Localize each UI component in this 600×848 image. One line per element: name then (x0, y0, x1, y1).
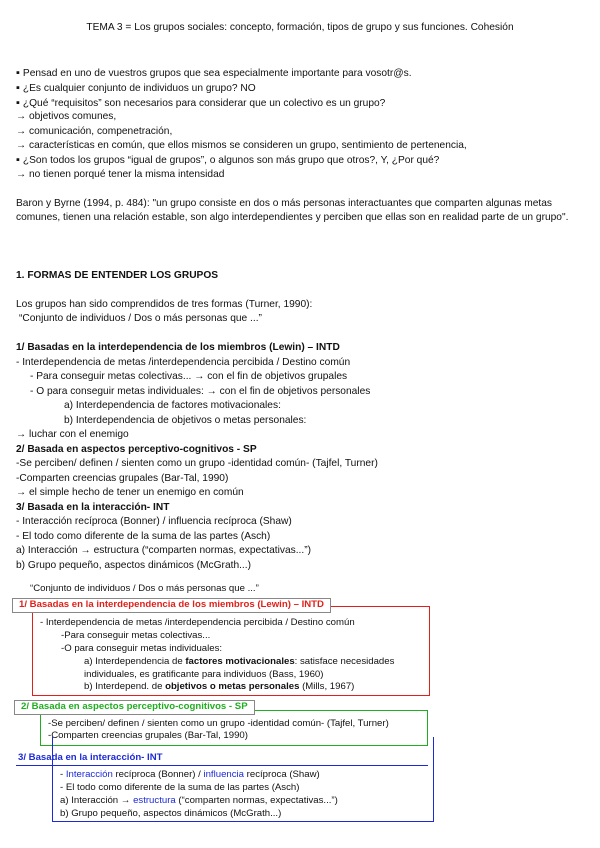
header-interaccion-underline (16, 765, 428, 766)
form1-line: - O para conseguir metas individuales: → con el fin de objetivos personales (30, 386, 371, 397)
form2-line: → el simple hecho de tener un enemigo en común (16, 487, 244, 498)
intro-line: ▪ ¿Son todos los grupos “igual de grupos”, o algunos son más grupo que otros?, Y, ¿Por qué? (16, 153, 439, 168)
intro-line: → objetivos comunes, (16, 111, 117, 122)
box2-line: -Comparten creencias grupales (Bar-Tal, 1990) (48, 730, 248, 741)
form2-line: -Se perciben/ definen / sienten como un grupo -identidad común- (Tajfel, Turner) (16, 458, 378, 469)
intro-line: ▪ ¿Es cualquier conjunto de individuos un grupo? NO (16, 81, 256, 96)
form1-line: - Para conseguir metas colectivas... → con el fin de objetivos grupales (30, 371, 348, 382)
box1-line: -O para conseguir metas individuales: (61, 643, 223, 654)
definition-quote: Baron y Byrne (1994, p. 484): "un grupo consiste en dos o más personas interactuantes que comparten algunas metas comunes, tienen una relación estable, son algo interdependientes y perciben que ellas son en realidad parte de un grupo". (16, 198, 569, 224)
section-lead-quote: “Conjunto de individuos / Dos o más personas que ...” (19, 313, 262, 324)
form3-line: a) Interacción → estructura (“comparten normas, expectativas...”) (16, 545, 311, 556)
intro-line: → no tienen porqué tener la misma intensidad (16, 169, 225, 180)
box2-line: -Se perciben/ definen / sienten como un grupo -identidad común- (Tajfel, Turner) (48, 718, 389, 729)
form1-line: - Interdependencia de metas /interdependencia percibida / Destino común (16, 357, 351, 368)
form1-line: → luchar con el enemigo (16, 429, 129, 440)
box3-line: - Interacción recíproca (Bonner) / influencia recíproca (Shaw) (60, 769, 320, 780)
box3-line: b) Grupo pequeño, aspectos dinámicos (McGrath...) (60, 808, 282, 819)
document-title: TEMA 3 = Los grupos sociales: concepto, formación, tipos de grupo y sus funciones. Cohesión (86, 22, 514, 33)
box1-line: -Para conseguir metas colectivas... (61, 630, 211, 641)
form1-line: b) Interdependencia de objetivos o metas personales: (64, 415, 307, 426)
box3-line: a) Interacción → estructura (“comparten normas, expectativas...”) (60, 795, 338, 806)
header-interaccion: 3/ Basada en la interacción- INT (18, 752, 163, 763)
form3-line: b) Grupo pequeño, aspectos dinámicos (McGrath...) (16, 560, 251, 571)
header-perceptivo: 2/ Basada en aspectos perceptivo-cognitivos - SP (14, 700, 255, 715)
diagram-top-label: “Conjunto de individuos / Dos o más personas que ...” (30, 583, 259, 594)
form3-line: - Interacción recíproca (Bonner) / influencia recíproca (Shaw) (16, 516, 292, 527)
header-interdependencia: 1/ Basadas en la interdependencia de los miembros (Lewin) – INTD (12, 598, 331, 613)
form3-line: - El todo como diferente de la suma de las partes (Asch) (16, 531, 271, 542)
section-heading: 1. FORMAS DE ENTENDER LOS GRUPOS (16, 270, 219, 281)
box1-line: a) Interdependencia de factores motivacionales: satisface necesidades (84, 656, 395, 667)
box1-line: - Interdependencia de metas /interdependencia percibida / Destino común (40, 617, 355, 628)
intro-line: ▪ ¿Qué “requisitos” son necesarios para considerar que un colectivo es un grupo? (16, 96, 385, 111)
intro-line: → comunicación, compenetración, (16, 126, 173, 137)
form2-line: -Comparten creencias grupales (Bar-Tal, 1990) (16, 473, 229, 484)
intro-line: → características en común, que ellos mismos se consideren un grupo, sentimiento de pertenencia, (16, 140, 467, 151)
box3-line: - El todo como diferente de la suma de las partes (Asch) (60, 782, 300, 793)
section-lead: Los grupos han sido comprendidos de tres formas (Turner, 1990): (16, 299, 313, 310)
form1-line: a) Interdependencia de factores motivacionales: (64, 400, 281, 411)
form3-title: 3/ Basada en la interacción- INT (16, 502, 170, 513)
box1-line: b) Interdepend. de objetivos o metas personales (Mills, 1967) (84, 681, 355, 692)
form2-title: 2/ Basada en aspectos perceptivo-cognitivos - SP (16, 444, 257, 455)
box1-line: individuales, es gratificante para individuos (Bass, 1960) (84, 669, 324, 680)
form1-title: 1/ Basadas en la interdependencia de los miembros (Lewin) – INTD (16, 342, 340, 353)
intro-line: ▪ Pensad en uno de vuestros grupos que sea especialmente importante para vosotr@s. (16, 66, 412, 81)
